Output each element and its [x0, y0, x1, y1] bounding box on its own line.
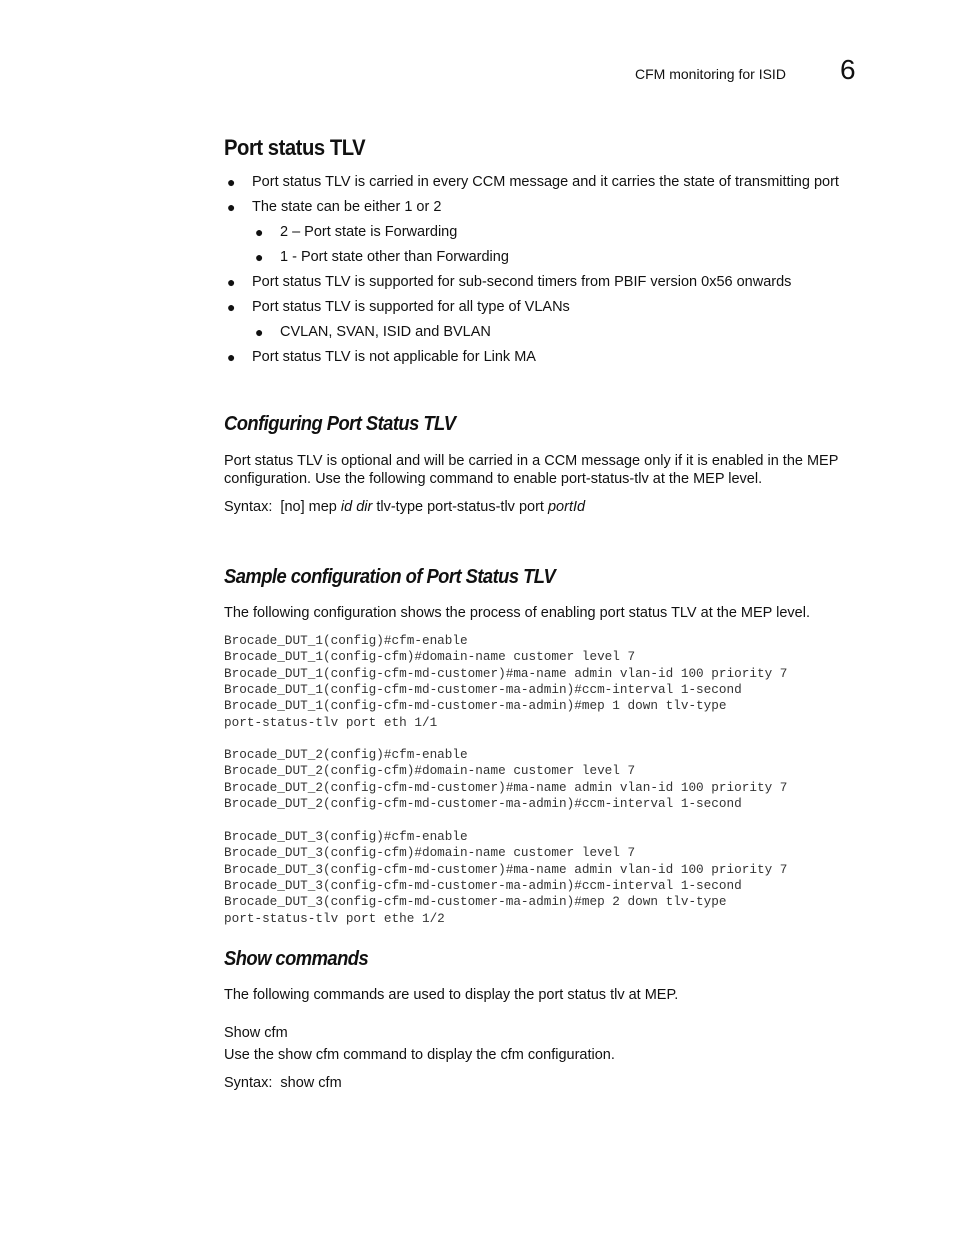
list-item: 1 - Port state other than Forwarding [280, 249, 509, 265]
syntax-label: Syntax: [224, 1075, 273, 1091]
bullet-dot: ● [227, 349, 236, 365]
bullet-dot: ● [255, 249, 264, 265]
syntax-command: [no] mep [280, 499, 337, 515]
list-item: Port status TLV is supported for all type of VLANs [252, 299, 570, 315]
paragraph [224, 1046, 615, 1064]
list-item: 2 – Port state is Forwarding [280, 224, 458, 240]
syntax-argument: id dir [340, 499, 373, 515]
paragraph [224, 452, 838, 488]
syntax-label: Syntax: [224, 499, 273, 515]
code-block: Brocade_DUT_2(config)#cfm-enable Brocade_DUT_2(config-cfm)#domain-name customer level 7 Brocade_DUT_2(config-cfm-md-customer)#ma-name admin vlan-id 100 priority 7 Brocade_DUT_2(config-cfm-md-customer-ma-admin)#ccm-interval 1-second [224, 747, 788, 812]
chapter-number: 6 [840, 54, 856, 85]
list-item: CVLAN, SVAN, ISID and BVLAN [280, 324, 491, 340]
paragraph-line: Port status TLV is optional and will be carried in a CCM message only if it is enabled in the MEP [224, 453, 839, 469]
bullet-dot: ● [227, 274, 236, 290]
list-item: Port status TLV is not applicable for Link MA [252, 349, 536, 365]
list-item: The state can be either 1 or 2 [252, 199, 442, 215]
page-title: Port status TLV [224, 135, 366, 160]
code-block: Brocade_DUT_1(config)#cfm-enable Brocade_DUT_1(config-cfm)#domain-name customer level 7 Brocade_DUT_1(config-cfm-md-customer)#ma-name admin vlan-id 100 priority 7 Brocade_DUT_1(config-cfm-md-customer-ma-admin)#ccm-interval 1-second Brocade_DUT_1(config-cfm-md-customer-ma-admin)#mep 1 down tlv-type port-status-tlv port eth 1/1 [224, 633, 788, 730]
running-header-title: CFM monitoring for ISID [635, 66, 786, 82]
syntax-argument: portId [547, 499, 586, 515]
command-name: show cfm [278, 1047, 340, 1063]
text: command to display the cfm configuration. [343, 1047, 615, 1063]
syntax-line [224, 1074, 342, 1092]
syntax-command: tlv-type port-status-tlv port [376, 499, 544, 515]
paragraph-line: configuration. Use the following command to enable port-status-tlv at the MEP level. [224, 471, 763, 487]
bullet-dot: ● [227, 199, 236, 215]
paragraph: The following configuration shows the process of enabling port status TLV at the MEP level. [224, 605, 810, 621]
section-heading-sample: Sample configuration of Port Status TLV [224, 566, 556, 588]
bullet-dot: ● [227, 299, 236, 315]
paragraph: The following commands are used to display the port status tlv at MEP. [224, 987, 679, 1003]
syntax-command: show cfm [280, 1075, 342, 1091]
bullet-dot: ● [227, 174, 236, 190]
code-block: Brocade_DUT_3(config)#cfm-enable Brocade_DUT_3(config-cfm)#domain-name customer level 7 Brocade_DUT_3(config-cfm-md-customer)#ma-name admin vlan-id 100 priority 7 Brocade_DUT_3(config-cfm-md-customer-ma-admin)#ccm-interval 1-second Brocade_DUT_3(config-cfm-md-customer-ma-admin)#mep 2 down tlv-type port-status-tlv port ethe 1/2 [224, 829, 788, 926]
section-heading-show: Show commands [224, 948, 369, 970]
list-item: Port status TLV is supported for sub-second timers from PBIF version 0x56 onwards [252, 274, 792, 290]
syntax-line [224, 498, 585, 516]
section-heading-configuring: Configuring Port Status TLV [224, 413, 456, 435]
bullet-dot: ● [255, 224, 264, 240]
list-item: Port status TLV is carried in every CCM message and it carries the state of transmitting port [252, 174, 839, 190]
subheading: Show cfm [224, 1025, 288, 1041]
bullet-dot: ● [255, 324, 264, 340]
text: Use the [224, 1047, 274, 1063]
